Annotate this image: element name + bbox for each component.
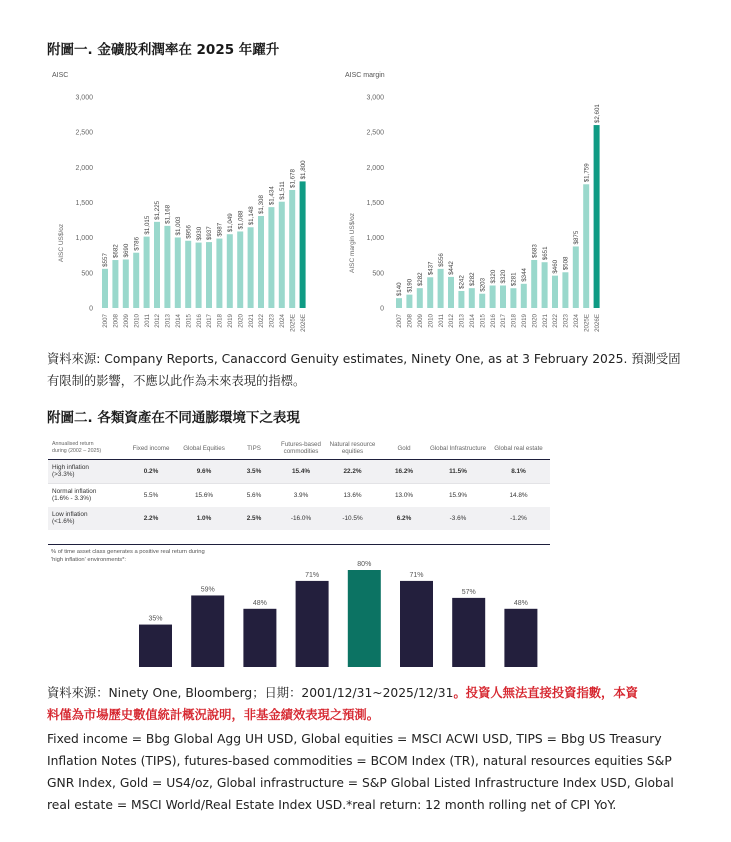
table-cell: 15.9%: [429, 484, 487, 508]
data-label: $556: [437, 253, 445, 267]
bar: [458, 291, 464, 308]
data-label: $282: [417, 272, 424, 287]
bar: [191, 595, 224, 667]
x-tick-label: 2024: [573, 314, 580, 328]
table-cell: -10.5%: [326, 507, 379, 530]
row-label: [48, 484, 126, 508]
x-tick-label: 2020: [237, 314, 245, 328]
table-cell: 22.2%: [326, 460, 379, 484]
data-label: $320: [489, 269, 497, 284]
x-tick-label: 2011: [437, 314, 445, 328]
data-label: 48%: [252, 599, 267, 607]
data-label: $281: [510, 272, 518, 287]
header-line: Annualised return: [52, 441, 94, 447]
note-line: GNR Index, Gold = US4/oz, Global infrastructure = S&P Global Listed Infrastructure Index USD, Global: [47, 776, 674, 790]
x-tick-label: 2010: [427, 314, 435, 328]
bar: [562, 272, 568, 308]
row-label-line: Low inflation: [52, 511, 88, 518]
data-label: $1,148: [247, 206, 255, 226]
table-cell: 5.5%: [126, 484, 176, 508]
column-header: Fixed income: [126, 437, 176, 460]
bar: [396, 298, 402, 308]
x-tick-label: 2014: [469, 314, 476, 328]
data-label: $1,678: [289, 169, 297, 188]
x-tick-label: 2025E: [583, 314, 591, 332]
data-label: 59%: [200, 586, 215, 594]
x-tick-label: 2023: [562, 314, 570, 328]
bar: [531, 260, 537, 308]
data-label: $1,168: [164, 204, 172, 224]
row-label: [48, 460, 126, 484]
data-label: $282: [469, 272, 476, 287]
bar: [102, 269, 108, 308]
x-tick-label: 2012: [448, 314, 456, 328]
figure2-source: [47, 682, 707, 726]
data-label: $1,049: [227, 213, 234, 233]
table-cell: 1.0%: [176, 507, 232, 530]
bar: [123, 259, 129, 308]
bar: [248, 227, 254, 308]
source-line: 有限制的影響，不應以此作為未來表現的指標。: [47, 374, 306, 388]
bar: [452, 598, 485, 667]
data-label: 71%: [305, 571, 320, 579]
table-bottom-rule: [48, 544, 550, 545]
data-label: $1,015: [143, 215, 151, 235]
data-label: $242: [458, 275, 466, 289]
table-cell: -16.0%: [276, 507, 326, 530]
x-tick-label: 2021: [541, 314, 549, 328]
x-tick-label: 2013: [164, 314, 172, 328]
bar: [490, 285, 496, 308]
x-tick-label: 2008: [112, 314, 120, 328]
data-label: $956: [185, 224, 193, 239]
x-tick-label: 2012: [154, 314, 162, 328]
note-line: Fixed income = Bbg Global Agg UH USD, Global equities = MSCI ACWI USD, TIPS = Bbg US Treasury: [47, 732, 662, 746]
x-tick-label: 2014: [175, 314, 182, 328]
x-tick-label: 2016: [195, 314, 203, 328]
y-tick-label: 3,000: [366, 94, 384, 102]
y-tick-label: 500: [372, 270, 384, 278]
bar: [227, 234, 233, 308]
x-tick-label: 2018: [510, 314, 518, 328]
bar: [112, 260, 118, 308]
bar: [175, 237, 181, 308]
column-header: Global Equities: [176, 437, 232, 460]
note-line: Inflation Notes (TIPS), futures-based commodities = BCOM Index (TR), natural resources equities S&P: [47, 754, 672, 768]
data-label: $1,800: [299, 160, 307, 180]
y-tick-label: 1,500: [366, 200, 384, 207]
table-row: [48, 460, 550, 484]
row-label-line: (>3.3%): [52, 470, 75, 478]
column-header: Global Infrastructure: [429, 437, 487, 460]
aisc-chart: [48, 66, 330, 338]
bar: [164, 226, 170, 308]
bar: [583, 184, 589, 308]
data-label: $683: [531, 244, 539, 258]
data-label: $344: [521, 268, 528, 282]
y-tick-label: 0: [380, 305, 384, 313]
bar: [510, 288, 516, 308]
bar: [243, 609, 276, 667]
table-cell: 15.4%: [276, 460, 326, 484]
x-tick-label: 2013: [458, 314, 466, 328]
x-tick-label: 2019: [521, 314, 528, 328]
bar: [479, 294, 485, 308]
bar: [216, 239, 222, 308]
bar: [438, 269, 444, 308]
figure2-title: 附圖二. 各類資產在不同通膨環境下之表現: [47, 410, 300, 426]
table-cell: -3.6%: [429, 507, 487, 530]
table-cell: 13.0%: [379, 484, 429, 508]
column-header: Futures-based commodities: [276, 437, 326, 460]
table-cell: 16.2%: [379, 460, 429, 484]
y-tick-label: 0: [89, 305, 93, 313]
table-cell: 0.2%: [126, 460, 176, 484]
row-label: [48, 507, 126, 530]
disclaimer-line: 料僅為市場歷史數值統計概況說明，非基金績效表現之預測。: [47, 708, 380, 722]
positive-return-bar-chart: [130, 550, 550, 670]
y-axis-label: AISC margin US$/oz: [349, 213, 356, 273]
y-tick-label: 2,500: [366, 129, 384, 137]
x-tick-label: 2011: [143, 314, 151, 328]
table-cell: 3.5%: [232, 460, 276, 484]
bar: [573, 246, 579, 308]
data-label: $651: [541, 246, 549, 261]
table-cell: 5.6%: [232, 484, 276, 508]
chart-title: AISC: [52, 72, 69, 79]
data-label: $557: [102, 253, 110, 267]
table-cell: -1.2%: [487, 507, 550, 530]
data-label: $1,003: [175, 216, 182, 236]
data-label: $690: [123, 243, 130, 258]
row-label-line: Normal inflation: [52, 488, 97, 495]
x-tick-label: 2009: [417, 314, 424, 328]
bar: [139, 625, 172, 667]
data-label: $1,088: [237, 210, 245, 230]
table-cell: 3.9%: [276, 484, 326, 508]
table-row: [48, 507, 550, 530]
data-label: $203: [479, 277, 487, 292]
bar: [542, 262, 548, 308]
bar: [268, 207, 274, 308]
x-tick-label: 2026E: [593, 314, 601, 332]
x-tick-label: 2015: [479, 314, 487, 328]
x-tick-label: 2007: [102, 314, 110, 328]
y-tick-label: 1,000: [75, 235, 93, 243]
table-cell: 14.8%: [487, 484, 550, 508]
y-tick-label: 500: [81, 270, 93, 278]
data-label: $437: [427, 261, 435, 276]
row-label-line: (1.6% - 3.3%): [52, 494, 92, 502]
x-tick-label: 2023: [268, 314, 276, 328]
x-tick-label: 2026E: [299, 314, 307, 332]
inflation-return-table: [48, 437, 550, 530]
y-axis-label: AISC US$/oz: [58, 223, 65, 263]
bar: [504, 609, 537, 667]
data-label: $460: [552, 259, 560, 274]
y-tick-label: 2,000: [75, 164, 93, 172]
data-label: $2,601: [593, 104, 601, 124]
data-label: 35%: [148, 615, 163, 623]
x-tick-label: 2020: [531, 314, 539, 328]
bar: [185, 241, 191, 308]
bar: [206, 242, 212, 308]
data-label: 80%: [357, 561, 372, 568]
x-tick-label: 2022: [552, 314, 560, 328]
bar: [279, 202, 285, 308]
data-label: $875: [573, 230, 580, 245]
bar: [469, 288, 475, 308]
data-label: $508: [562, 256, 570, 271]
table-cell: 2.5%: [232, 507, 276, 530]
table-cell: 9.6%: [176, 460, 232, 484]
data-label: $937: [206, 226, 214, 241]
column-header: TIPS: [232, 437, 276, 460]
x-tick-label: 2021: [247, 314, 255, 328]
row-label-line: (<1.6%): [52, 517, 75, 525]
table-row: [48, 484, 550, 508]
data-label: $987: [216, 222, 224, 237]
y-tick-label: 1,500: [75, 200, 93, 207]
data-label: $190: [406, 278, 414, 293]
bar: [300, 181, 306, 308]
source-line: 資料來源: Company Reports, Canaccord Genuity estimates, Ninety One, as at 3 February 2025. 預測受固: [47, 352, 681, 366]
column-header: Global real estate: [487, 437, 550, 460]
y-tick-label: 1,000: [366, 235, 384, 243]
x-tick-label: 2007: [396, 314, 404, 328]
x-tick-label: 2022: [258, 314, 266, 328]
bar: [406, 295, 412, 308]
table-cell: 8.1%: [487, 460, 550, 484]
x-tick-label: 2009: [123, 314, 130, 328]
data-label: $140: [396, 282, 404, 297]
x-tick-label: 2010: [133, 314, 141, 328]
table-cell: 13.6%: [326, 484, 379, 508]
data-label: $1,225: [154, 200, 162, 220]
bar: [144, 237, 150, 308]
header-line: during (2002 – 2025): [52, 448, 102, 454]
data-label: $442: [448, 261, 456, 275]
y-tick-label: 2,500: [75, 129, 93, 137]
data-label: 71%: [409, 571, 424, 579]
column-header: Gold: [379, 437, 429, 460]
aisc-margin-chart: [342, 66, 624, 338]
x-tick-label: 2016: [489, 314, 497, 328]
x-tick-label: 2008: [406, 314, 414, 328]
bar: [348, 570, 381, 667]
x-tick-label: 2015: [185, 314, 193, 328]
table-cell: 6.2%: [379, 507, 429, 530]
note-line: real estate = MSCI World/Real Estate Index USD.*real return: 12 month rolling net of CPI YoY.: [47, 798, 617, 812]
column-header: Natural resource equities: [326, 437, 379, 460]
bar: [400, 581, 433, 667]
data-label: $1,308: [258, 195, 266, 215]
data-label: $1,511: [279, 181, 286, 200]
y-tick-label: 2,000: [366, 164, 384, 172]
bar: [448, 277, 454, 308]
source-text: 資料來源：Ninety One, Bloomberg；日期：2001/12/31~2025/12/31: [47, 686, 454, 700]
bar: [417, 288, 423, 308]
bar: [296, 581, 329, 667]
corner-header: [48, 437, 126, 460]
disclaimer-text: 。投資人無法直接投資指數，本資: [453, 686, 638, 700]
bar: [552, 276, 558, 308]
bar: [196, 243, 202, 308]
x-tick-label: 2024: [279, 314, 286, 328]
bar: [133, 253, 139, 308]
table-cell: 15.6%: [176, 484, 232, 508]
figure1-source: [47, 348, 707, 392]
bar: [237, 231, 243, 308]
data-label: $930: [195, 226, 203, 241]
bar: [594, 125, 600, 308]
x-tick-label: 2025E: [289, 314, 297, 332]
figure1-title: 附圖一. 金礦股利潤率在 2025 年躍升: [47, 42, 280, 58]
bar: [521, 284, 527, 308]
x-tick-label: 2018: [216, 314, 224, 328]
x-tick-label: 2017: [206, 314, 214, 328]
x-tick-label: 2019: [227, 314, 234, 328]
data-label: 48%: [513, 599, 528, 607]
table-header-row: [48, 437, 550, 460]
row-label-line: High inflation: [52, 464, 89, 471]
data-label: $786: [133, 236, 141, 251]
table-cell: 2.2%: [126, 507, 176, 530]
note-line: 'high inflation' environments*:: [51, 556, 127, 563]
data-label: $1,434: [268, 186, 276, 206]
bar: [427, 277, 433, 308]
y-tick-label: 3,000: [75, 94, 93, 102]
data-label: 57%: [461, 588, 476, 596]
bar: [154, 222, 160, 308]
data-label: $1,759: [583, 163, 591, 183]
data-label: $682: [112, 244, 120, 259]
bar: [500, 285, 506, 308]
data-label: $320: [500, 269, 508, 284]
x-tick-label: 2017: [500, 314, 508, 328]
source-line: [47, 682, 707, 704]
table-cell: 11.5%: [429, 460, 487, 484]
bar: [289, 190, 295, 308]
index-definitions: [47, 728, 717, 816]
note-line: % of time asset class generates a positive real return during: [51, 549, 205, 555]
chart-title: AISC margin: [345, 72, 385, 79]
bar: [258, 216, 264, 308]
